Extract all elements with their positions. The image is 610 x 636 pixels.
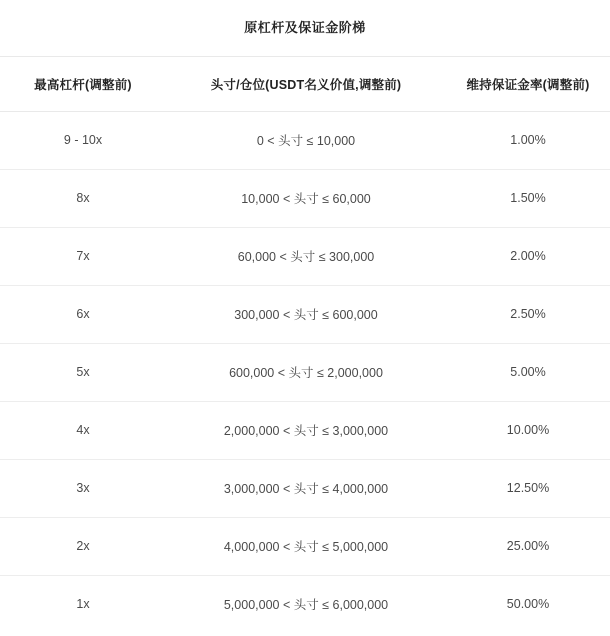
table-row <box>0 227 610 285</box>
table-row <box>0 575 610 633</box>
table-row <box>0 169 610 227</box>
cell-position: 3,000,000 < 头寸 ≤ 4,000,000 <box>166 459 446 517</box>
cell-maintenance-margin-rate: 50.00% <box>506 597 550 612</box>
table-row <box>0 285 610 343</box>
cell-leverage: 9 - 10x <box>0 111 166 169</box>
cell-maintenance-margin-rate: 10.00% <box>446 401 610 459</box>
cell-leverage: 5x <box>0 343 166 401</box>
cell-maintenance-margin-rate: 1.00% <box>446 111 610 169</box>
cell-maintenance-margin-rate: 1.50% <box>446 169 610 227</box>
cell-maintenance-margin-rate: 12.50% <box>446 459 610 517</box>
table-row <box>0 459 610 517</box>
column-header-maintenance-margin-rate: 维持保证金率(调整前) <box>446 57 610 111</box>
cell-leverage: 6x <box>0 285 166 343</box>
cell-leverage: 8x <box>0 169 166 227</box>
table-header-row <box>0 57 610 111</box>
cell-maintenance-margin-rate: 25.00% <box>446 517 610 575</box>
table-title: 原杠杆及保证金阶梯 <box>0 0 610 57</box>
cell-maintenance-margin-rate: 2.00% <box>446 227 610 285</box>
cell-position: 4,000,000 < 头寸 ≤ 5,000,000 <box>166 517 446 575</box>
cell-maintenance-margin-rate: 5.00% <box>446 343 610 401</box>
table-header <box>0 57 610 111</box>
cell-leverage: 1x <box>76 597 90 612</box>
cell-position: 600,000 < 头寸 ≤ 2,000,000 <box>166 343 446 401</box>
table-body <box>0 111 610 633</box>
cell-position: 5,000,000 < 头寸 ≤ 6,000,000 <box>223 598 389 613</box>
column-header-leverage: 最高杠杆(调整前) <box>0 57 166 111</box>
cell-leverage: 4x <box>0 401 166 459</box>
cell-leverage: 7x <box>0 227 166 285</box>
table-row <box>0 111 610 169</box>
table-row <box>0 343 610 401</box>
cell-position: 10,000 < 头寸 ≤ 60,000 <box>166 169 446 227</box>
cell-position: 2,000,000 < 头寸 ≤ 3,000,000 <box>166 401 446 459</box>
table-row <box>0 517 610 575</box>
cell-position: 60,000 < 头寸 ≤ 300,000 <box>166 227 446 285</box>
cell-leverage: 2x <box>0 517 166 575</box>
cell-position: 300,000 < 头寸 ≤ 600,000 <box>166 285 446 343</box>
table-row <box>0 401 610 459</box>
cell-maintenance-margin-rate: 2.50% <box>446 285 610 343</box>
cell-position: 0 < 头寸 ≤ 10,000 <box>166 111 446 169</box>
cell-leverage: 3x <box>0 459 166 517</box>
column-header-position: 头寸/仓位(USDT名义价值,调整前) <box>166 57 446 111</box>
